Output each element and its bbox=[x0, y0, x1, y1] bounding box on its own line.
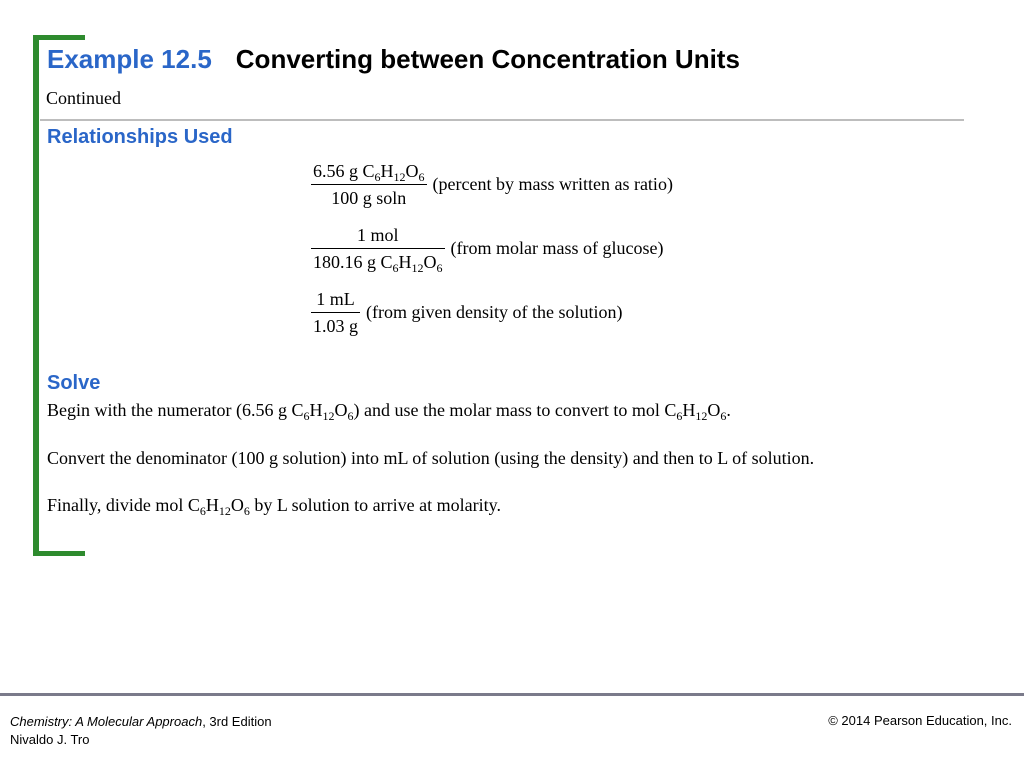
relationship-molar-mass bbox=[311, 222, 663, 275]
footer-citation bbox=[10, 713, 272, 749]
book-edition: , 3rd Edition bbox=[202, 714, 272, 729]
denominator: 100 g soln bbox=[331, 188, 407, 208]
left-bracket bbox=[33, 35, 39, 556]
solve-heading: Solve bbox=[47, 372, 101, 394]
relationship-density bbox=[311, 286, 622, 339]
solve-paragraph-1: Begin with the numerator (6.56 g $C_6H_{12}O_6$) and use the molar mass to convert to mol $C_6H_{12}O_6$. bbox=[47, 400, 731, 423]
relationship-percent-mass bbox=[311, 158, 673, 211]
solve-paragraph-3: Finally, divide mol $C_6H_{12}O_6$ by L solution to arrive at molarity. bbox=[47, 495, 501, 518]
title-text: Converting between Concentration Units bbox=[235, 44, 740, 74]
fraction bbox=[311, 286, 360, 339]
numerator: 6.56 g $C_6H_{12}O_6$ bbox=[313, 161, 425, 184]
continued-label: Continued bbox=[46, 88, 121, 108]
bracket-bottom-arm bbox=[33, 551, 85, 556]
example-number: Example 12.5 bbox=[47, 44, 212, 74]
title-divider bbox=[40, 119, 964, 121]
book-title: Chemistry: A Molecular Approach bbox=[10, 714, 203, 729]
solve-paragraph-2: Convert the denominator (100 g solution) into mL of solution (using the density) and then to L of solution. bbox=[47, 448, 815, 468]
copyright-notice: © 2014 Pearson Education, Inc. bbox=[828, 713, 1012, 728]
relationship-note: (percent by mass written as ratio) bbox=[432, 174, 673, 194]
fraction bbox=[311, 222, 445, 275]
slide-title bbox=[47, 44, 740, 75]
numerator: 1 mL bbox=[316, 289, 355, 309]
bracket-top-arm bbox=[33, 35, 85, 40]
numerator: 1 mol bbox=[357, 225, 399, 245]
relationships-heading: Relationships Used bbox=[47, 126, 233, 148]
fraction bbox=[311, 158, 427, 211]
denominator: 1.03 g bbox=[313, 316, 358, 336]
footer-divider bbox=[0, 693, 1024, 696]
relationship-note: (from molar mass of glucose) bbox=[450, 238, 664, 258]
book-author: Nivaldo J. Tro bbox=[10, 732, 90, 747]
denominator: 180.16 g $C_6H_{12}O_6$ bbox=[313, 252, 443, 275]
relationship-note: (from given density of the solution) bbox=[366, 302, 623, 322]
